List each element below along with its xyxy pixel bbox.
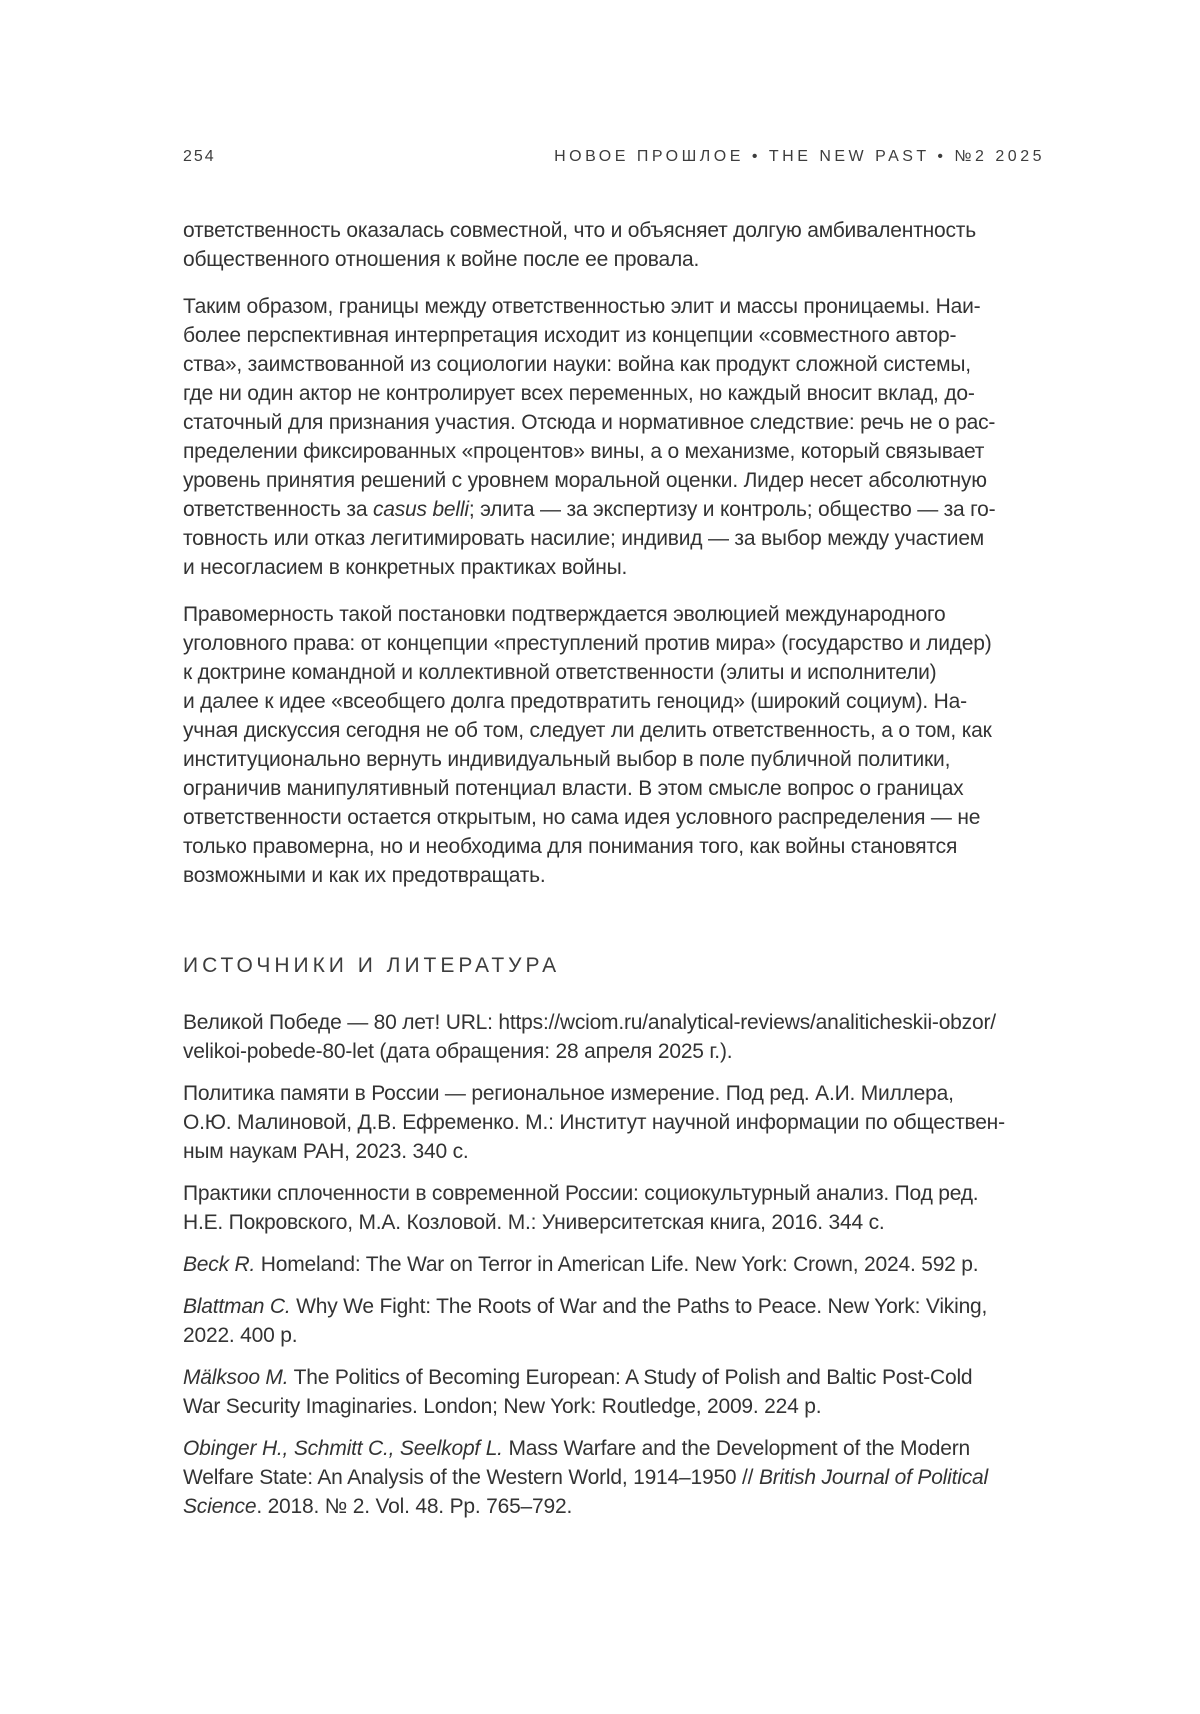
bibliography-heading: ИСТОЧНИКИ И ЛИТЕРАТУРА [183, 954, 561, 977]
bibliography-entry: Практики сплоченности в современной России: социокультурный анализ. Под ред. Н.Е. Покровского, М.А. Козловой. М.: Университетская книга, 2016. 344 с. [183, 1182, 979, 1234]
bibliography-entry: Mälksoo M. The Politics of Becoming European: A Study of Polish and Baltic Post-Cold War Security Imaginaries. London; New York: Routledge, 2009. 224 p. [183, 1366, 973, 1418]
paragraph: Правомерность такой постановки подтверждается эволюцией международного уголовного права: от концепции «преступлений против мира» (государство и лидер) к доктрине командной и коллективной ответственности (элиты и исполнители) и далее к идее «всеобщего долга предотвратить геноцид» (широкий социум). На- учная дискуссия сегодня не об том, следует ли делить ответственность, а о том, как институционально вернуть индивидуальный выбор в поле публичной политики, ограничив манипулятивный потенциал власти. В этом смысле вопрос о границах ответственности остается открытым, но сама идея условного распределения — не только правомерна, но и необходима для понимания того, как войны становятся возможными и как их предотвращать. [183, 603, 992, 887]
paragraph: Таким образом, границы между ответственностью элит и массы проницаемы. Наи- более перспективная интерпретация исходит из концепции «совместного автор- ства», заимствованной из социологии науки: война как продукт сложной системы, где ни один актор не контролирует всех переменных, но каждый вносит вклад, до- статочный для признания участия. Отсюда и нормативное следствие: речь не о рас- пределении фиксированных «процентов» вины, а о механизме, который связывает уровень принятия решений с уровнем моральной оценки. Лидер несет абсолютную ответственность за casus belli; элита — за экспертизу и контроль; общество — за го- товность или отказ легитимировать насилие; индивид — за выбор между участием и несогласием в конкретных практиках войны. [183, 295, 996, 579]
bibliography-entry: Великой Победе — 80 лет! URL: https://wciom.ru/analytical-reviews/analiticheskii-obzor/ velikoi-pobede-80-let (дата обращения: 28 апреля 2025 г.). [183, 1011, 996, 1063]
bibliography-entry: Политика памяти в России — региональное измерение. Под ред. А.И. Миллера, О.Ю. Малиновой, Д.В. Ефременко. М.: Институт научной информации по обществен- ным наукам РАН, 2023. 340 с. [183, 1082, 1005, 1163]
paragraph: ответственность оказалась совместной, что и объясняет долгую амбивалентность общественного отношения к войне после ее провала. [183, 219, 976, 271]
running-head [183, 148, 1045, 166]
bibliography-entry: Obinger H., Schmitt C., Seelkopf L. Mass Warfare and the Development of the Modern Welfare State: An Analysis of the Western World, 1914–1950 // British Journal of Political Science. 2018. № 2. Vol. 48. Pp. 765–792. [183, 1437, 988, 1518]
article-body [183, 216, 1060, 1521]
bibliography-entry: Blattman C. Why We Fight: The Roots of War and the Paths to Peace. New York: Viking, 2022. 400 p. [183, 1295, 988, 1347]
bibliography-entry: Beck R. Homeland: The War on Terror in American Life. New York: Crown, 2024. 592 p. [183, 1253, 979, 1276]
page-number: 254 [183, 148, 216, 165]
journal-title: НОВОЕ ПРОШЛОЕ • THE NEW PAST • №2 2025 [554, 148, 1045, 165]
bibliography-list [183, 1008, 1060, 1521]
